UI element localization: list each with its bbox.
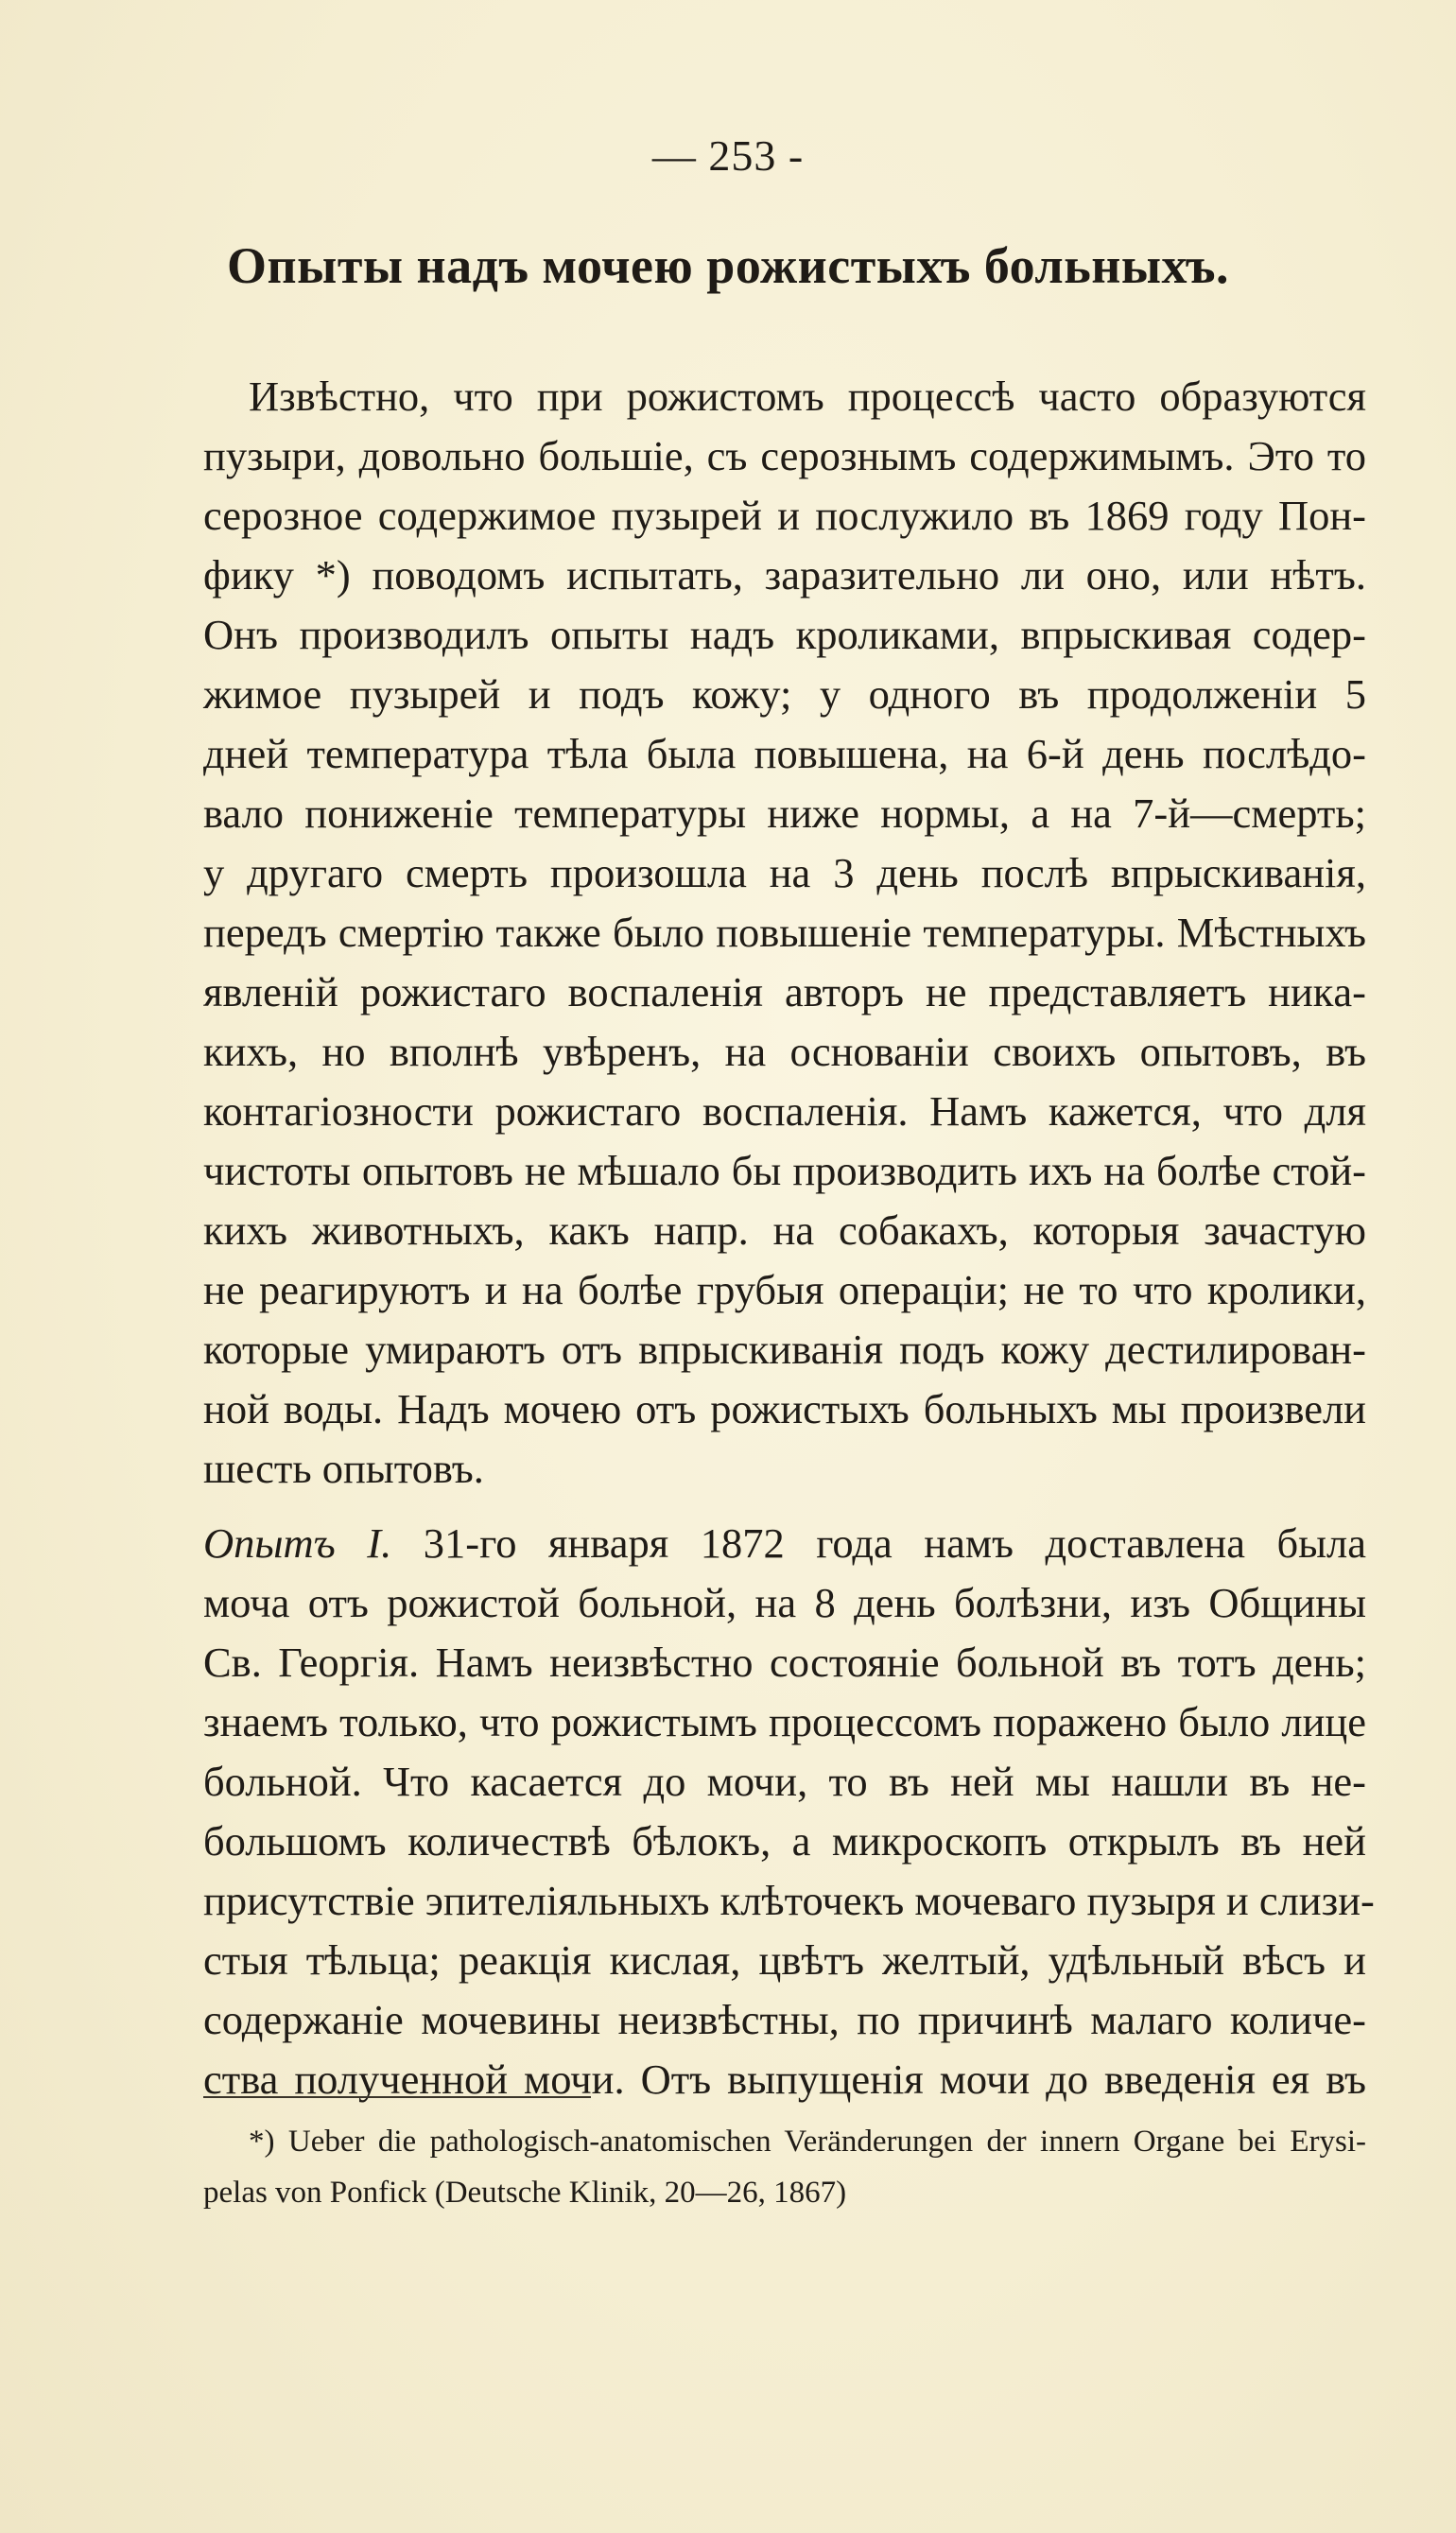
text-line: стыя тѣльца; реакція кислая, цвѣтъ желтый, удѣльный вѣсъ и [203, 1936, 1366, 1984]
text-line: явленій рожистаго воспаленія авторъ не представляетъ никa- [203, 968, 1366, 1015]
text-line: больной. Что касается до мочи, то въ ней мы нашли въ не- [203, 1758, 1366, 1805]
text-line: у другаго смерть произошла на 3 день послѣ впрыскиванія, [203, 849, 1366, 896]
text-line: пузыри, довольно большіе, съ серознымъ содержимымъ. Это то [203, 432, 1366, 479]
footnote [203, 2116, 1366, 2218]
text-line: ной воды. Надъ мочею отъ рожистыхъ больныхъ мы произвели [203, 1385, 1366, 1432]
text-line: кихъ животныхъ, какъ напр. на собакахъ, которыя зачастую [203, 1206, 1366, 1254]
text-line: дней температура тѣла была повышена, на 6-й день послѣдо- [203, 730, 1366, 777]
paragraph-2 [203, 1514, 1375, 2109]
body-text [203, 367, 1375, 2109]
footnote-divider [203, 2096, 591, 2098]
text-line: передъ смертію также было повышеніе температуры. Мѣстныхъ [203, 909, 1366, 956]
text-fragment: 31-го января 1872 года намъ доставлена была [423, 1519, 1366, 1567]
text-line: вало пониженіе температуры ниже нормы, а на 7-й—смерть; [203, 789, 1366, 837]
text-line: большомъ количествѣ бѣлокъ, а микроскопъ открылъ въ ней [203, 1817, 1366, 1865]
text-line: знаемъ только, что рожистымъ процессомъ поражено было лице [203, 1698, 1366, 1745]
text-line: которые умираютъ отъ впрыскиванія подъ кожу дестилирован- [203, 1326, 1366, 1373]
text-line: Св. Георгія. Намъ неизвѣстно состояніе больной въ тотъ день; [203, 1639, 1366, 1686]
text-line: серозное содержимое пузырей и послужило въ 1869 году Пон- [203, 492, 1366, 539]
footnote-line: pelas von Ponfick (Deutsche Klinik, 20—26, 1867) [203, 2176, 847, 2210]
page-number: — 253 - [651, 131, 805, 180]
text-line: жимое пузырей и подъ кожу; у одного въ продолженіи 5 [203, 670, 1366, 718]
section-title: Опыты надъ мочею рожистыхъ больныхъ. [227, 237, 1229, 294]
paragraph-gap [203, 1499, 1366, 1514]
text-line: Извѣстно, что при рожистомъ процессѣ часто образуются [249, 373, 1366, 420]
text-line: фику *) поводомъ испытать, заразительно ли оно, или нѣтъ. [203, 551, 1366, 599]
text-line: моча отъ рожистой больной, на 8 день болѣзни, изъ Общины [203, 1579, 1366, 1626]
text-line: ства полученной мочи. Отъ выпущенія мочи до введенія ея въ [203, 2056, 1366, 2103]
text-line: Онъ производилъ опыты надъ кроликами, впрыскивая содер- [203, 611, 1366, 658]
footnote-line: *) Ueber die pathologisch-anatomischen Veränderungen der innern Organe bei Erysi- [249, 2125, 1366, 2159]
text-line: кихъ, но вполнѣ увѣренъ, на основаніи своихъ опытовъ, въ [203, 1028, 1366, 1075]
experiment-label: Опытъ I. [203, 1519, 392, 1567]
text-line: присутствіе эпителіяльныхъ клѣточекъ мочеваго пузыря и слизи- [203, 1877, 1375, 1924]
text-line [203, 1514, 1366, 1573]
paragraph-1 [203, 367, 1366, 1499]
text-line: контагіозности рожистаго воспаленія. Намъ кажется, что для [203, 1087, 1366, 1135]
text-line: чистоты опытовъ не мѣшало бы производить ихъ на болѣе стой- [203, 1147, 1366, 1194]
text-line: содержаніе мочевины неизвѣстны, по причинѣ малаго количе- [203, 1996, 1366, 2043]
text-line: шесть опытовъ. [203, 1445, 484, 1492]
text-line: не реагируютъ и на болѣе грубыя операціи; не то что кролики, [203, 1266, 1366, 1313]
